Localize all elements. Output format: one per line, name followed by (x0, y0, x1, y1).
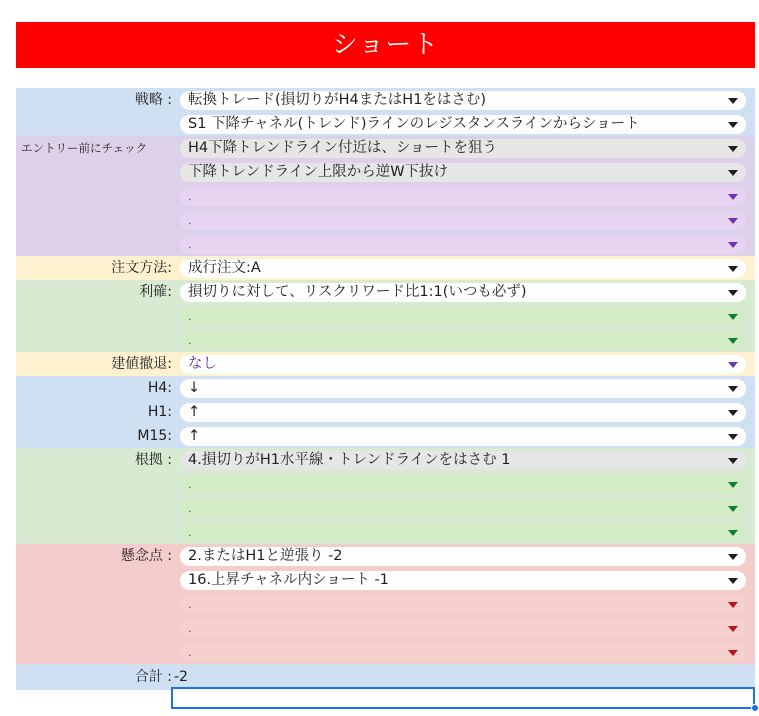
check-row (16, 136, 755, 160)
basis-dropdown-1[interactable] (180, 451, 746, 470)
take-profit-dropdown-2[interactable] (180, 307, 746, 326)
h4-dropdown[interactable] (180, 379, 746, 398)
breakeven-row (16, 352, 755, 376)
strategy-dropdown-1[interactable] (180, 91, 746, 110)
concern-row (16, 568, 755, 592)
basis-dropdown-4[interactable] (180, 523, 746, 542)
chevron-down-icon (728, 122, 738, 128)
dropdown-value: ↑ (188, 404, 201, 420)
basis-row (16, 448, 755, 472)
check-dropdown-3[interactable] (180, 187, 746, 206)
chevron-down-icon (728, 194, 738, 200)
chevron-down-icon (728, 170, 738, 176)
fill-handle[interactable] (751, 704, 759, 712)
dropdown-value: なし (188, 356, 217, 372)
check-row (16, 208, 755, 232)
dropdown-value: . (188, 310, 192, 323)
concern-row (16, 544, 755, 568)
dropdown-value: . (188, 502, 192, 515)
chevron-down-icon (728, 602, 738, 608)
profit-row (16, 280, 755, 304)
chevron-down-icon (728, 266, 738, 272)
chevron-down-icon (728, 338, 738, 344)
dropdown-value: ↓ (188, 380, 201, 396)
dropdown-value: 損切りに対して、リスクリワード比1:1(いつも必ず) (188, 284, 527, 300)
dropdown-value: 16.上昇チャネル内ショート -1 (188, 572, 389, 588)
basis-label: 根拠 : (134, 452, 172, 468)
dropdown-value: . (188, 478, 192, 491)
take-profit-dropdown-3[interactable] (180, 331, 746, 350)
strategy-row (16, 112, 755, 136)
concern-dropdown-4[interactable] (180, 619, 746, 638)
page-title: ショート (16, 22, 755, 68)
profit-row (16, 304, 755, 328)
concern-row (16, 592, 755, 616)
chevron-down-icon (728, 314, 738, 320)
breakeven-dropdown[interactable] (180, 355, 746, 374)
dropdown-value: 成行注文:A (188, 260, 261, 276)
basis-dropdown-2[interactable] (180, 475, 746, 494)
check-row (16, 160, 755, 184)
dropdown-value: . (188, 526, 192, 539)
chevron-down-icon (728, 386, 738, 392)
h1-dropdown[interactable] (180, 403, 746, 422)
dropdown-value: . (188, 214, 192, 227)
chevron-down-icon (728, 458, 738, 464)
concern-row (16, 640, 755, 664)
timeframe-row (16, 376, 755, 400)
strategy-row (16, 88, 755, 112)
h1-label: H1: (147, 404, 172, 420)
chevron-down-icon (728, 146, 738, 152)
chevron-down-icon (728, 530, 738, 536)
h4-label: H4: (147, 380, 172, 396)
pre-entry-check-label: エントリー前にチェック (21, 141, 148, 155)
profit-row (16, 328, 755, 352)
concern-dropdown-5[interactable] (180, 643, 746, 662)
chevron-down-icon (728, 554, 738, 560)
dropdown-value: . (188, 238, 192, 251)
basis-dropdown-3[interactable] (180, 499, 746, 518)
chevron-down-icon (728, 434, 738, 440)
chevron-down-icon (728, 242, 738, 248)
order-row (16, 256, 755, 280)
breakeven-label: 建値撤退: (111, 356, 172, 372)
dropdown-value: 下降トレンドライン上限から逆W下抜け (188, 164, 449, 180)
dropdown-value: H4下降トレンドライン付近は、ショートを狙う (188, 140, 498, 156)
selected-cell[interactable] (171, 687, 755, 709)
chevron-down-icon (728, 482, 738, 488)
chevron-down-icon (728, 362, 738, 368)
dropdown-value: . (188, 646, 192, 659)
strategy-label: 戦略 : (134, 92, 172, 108)
concern-row (16, 616, 755, 640)
dropdown-value: 4.損切りがH1水平線・トレンドラインをはさむ 1 (188, 452, 511, 468)
timeframe-row (16, 400, 755, 424)
dropdown-value: 2.またはH1と逆張り -2 (188, 548, 343, 564)
order-method-dropdown[interactable] (180, 259, 746, 278)
concern-dropdown-1[interactable] (180, 547, 746, 566)
check-dropdown-2[interactable] (180, 163, 746, 182)
order-method-label: 注文方法: (111, 260, 172, 276)
total-value: -2 (174, 669, 188, 685)
dropdown-value: 転換トレード(損切りがH4またはH1をはさむ) (188, 92, 487, 108)
dropdown-value: . (188, 334, 192, 347)
take-profit-dropdown-1[interactable] (180, 283, 746, 302)
basis-row (16, 496, 755, 520)
check-row (16, 232, 755, 256)
chevron-down-icon (728, 650, 738, 656)
dropdown-value: S1 下降チャネル(トレンド)ラインのレジスタンスラインからショート (188, 116, 640, 132)
check-dropdown-4[interactable] (180, 211, 746, 230)
basis-row (16, 472, 755, 496)
strategy-dropdown-2[interactable] (180, 115, 746, 134)
chevron-down-icon (728, 98, 738, 104)
dropdown-value: ↑ (188, 428, 201, 444)
m15-label: M15: (137, 428, 172, 444)
chevron-down-icon (728, 626, 738, 632)
concern-dropdown-2[interactable] (180, 571, 746, 590)
chevron-down-icon (728, 410, 738, 416)
take-profit-label: 利確: (139, 284, 172, 300)
dropdown-value: . (188, 622, 192, 635)
basis-row (16, 520, 755, 544)
timeframe-row (16, 424, 755, 448)
concern-dropdown-3[interactable] (180, 595, 746, 614)
m15-dropdown[interactable] (180, 427, 746, 446)
chevron-down-icon (728, 290, 738, 296)
dropdown-value: . (188, 598, 192, 611)
check-dropdown-1[interactable] (180, 139, 746, 158)
trade-sheet (16, 88, 755, 690)
dropdown-value: . (188, 190, 192, 203)
concern-label: 懸念点 : (120, 548, 172, 564)
chevron-down-icon (728, 506, 738, 512)
total-label: 合計 : (134, 669, 172, 685)
check-dropdown-5[interactable] (180, 235, 746, 254)
chevron-down-icon (728, 578, 738, 584)
check-row (16, 184, 755, 208)
chevron-down-icon (728, 218, 738, 224)
